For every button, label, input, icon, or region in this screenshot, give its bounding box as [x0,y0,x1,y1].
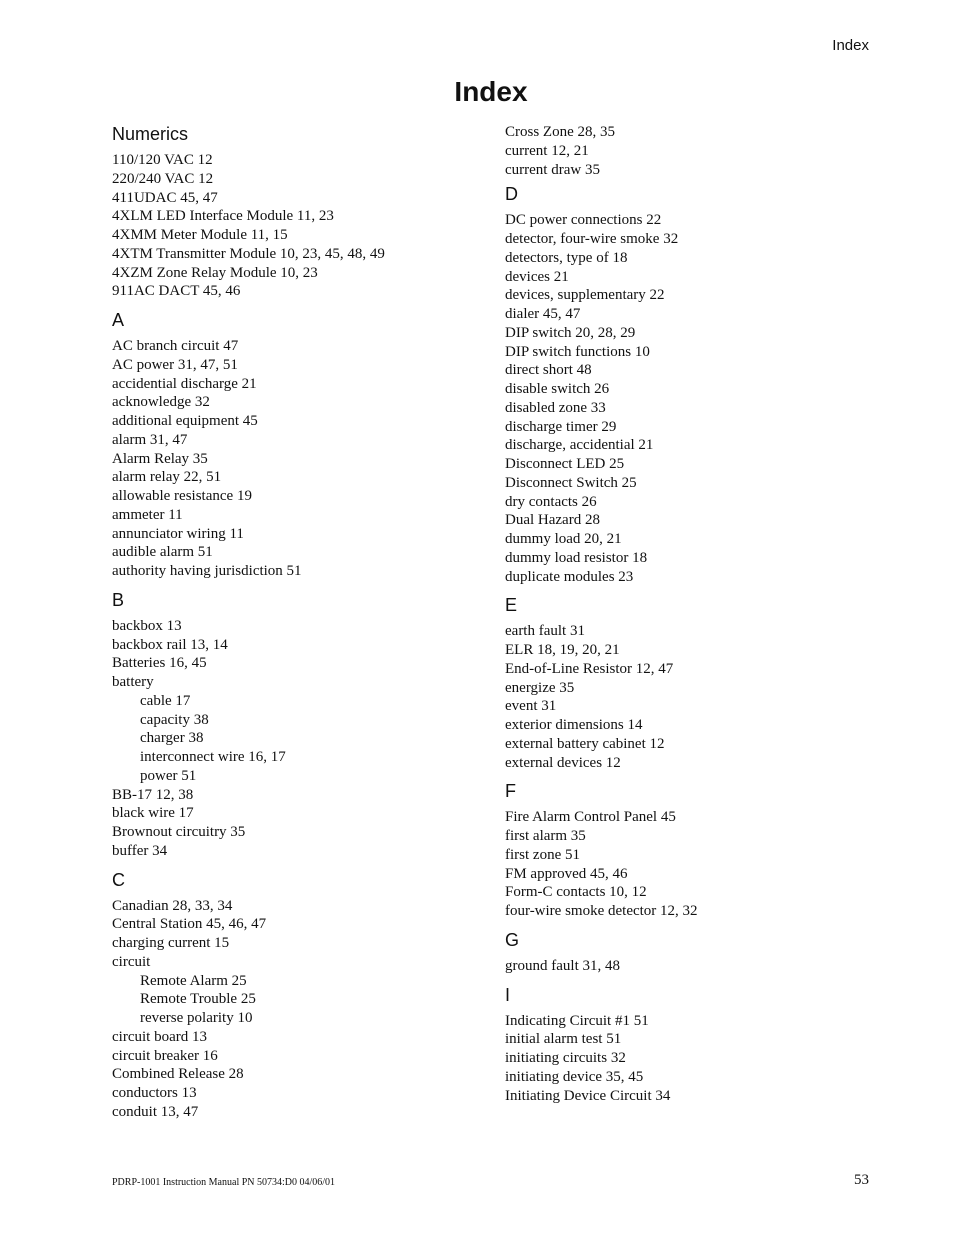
index-section [112,589,492,861]
section-heading: A [112,310,125,330]
index-entry: black wire 17 [112,805,194,822]
index-entry: circuit [112,953,151,970]
entry-list [505,1012,885,1106]
index-entry: End-of-Line Resistor 12, 47 [505,660,674,677]
index-entry: ground fault 31, 48 [505,957,620,974]
index-entry: DIP switch 20, 28, 29 [505,324,636,341]
index-entry: backbox rail 13, 14 [112,636,228,653]
entry-list [505,211,885,586]
index-entry: Disconnect Switch 25 [505,474,637,491]
index-entry: current 12, 21 [505,142,589,159]
section-heading: B [112,589,125,610]
index-entry: detector, four-wire smoke 32 [505,231,679,247]
index-entry: conduit 13, 47 [112,1103,199,1120]
section-heading: Numerics [112,124,189,144]
index-section [505,929,885,976]
entry-list [112,617,492,861]
index-entry: dummy load 20, 21 [505,531,622,547]
index-entry: FM approved 45, 46 [505,865,628,882]
index-entry: disabled zone 33 [505,399,606,416]
index-entry: AC power 31, 47, 51 [112,356,238,373]
index-entry: charging current 15 [112,935,230,951]
index-entry: disable switch 26 [505,381,610,397]
index-entry: duplicate modules 23 [505,568,634,585]
index-subentry: Remote Trouble 25 [140,991,256,1008]
index-entry: BB-17 12, 38 [112,786,194,803]
index-entry: acknowledge 32 [112,394,210,411]
index-entry: DIP switch functions 10 [505,343,650,360]
entry-list [505,808,885,921]
index-entry: alarm relay 22, 51 [112,469,222,486]
index-entry: four-wire smoke detector 12, 32 [505,903,698,919]
index-entry: 4XTM Transmitter Module 10, 23, 45, 48, 49 [112,245,385,262]
index-entry: initiating device 35, 45 [505,1068,644,1085]
page-number: 53 [854,1172,869,1188]
index-section [505,984,885,1106]
index-entry: discharge timer 29 [505,418,617,435]
index-entry: 4XZM Zone Relay Module 10, 23 [112,264,318,281]
index-subentry: Remote Alarm 25 [140,972,247,989]
index-entry: dummy load resistor 18 [505,549,648,566]
index-entry: Brownout circuitry 35 [112,824,246,840]
index-entry: backbox 13 [112,617,182,634]
continued-entries [505,123,885,179]
index-entry: dry contacts 26 [505,493,597,510]
footer-doc-ref: PDRP-1001 Instruction Manual PN 50734:D0 04/06/01 [112,1177,336,1188]
index-section [505,183,885,586]
index-entry: Batteries 16, 45 [112,655,207,672]
section-heading: D [505,184,518,205]
index-entry: circuit breaker 16 [112,1047,218,1064]
index-entry: initiating circuits 32 [505,1050,626,1066]
section-heading: G [505,929,520,950]
index-entry: first zone 51 [505,846,580,863]
index-entry: current draw 35 [505,161,600,178]
entry-list [112,897,492,1122]
index-column-left [112,123,492,1122]
index-entry: DC power connections 22 [505,212,662,229]
index-subentry: power 51 [140,767,197,784]
index-entry: Dual Hazard 28 [505,512,600,529]
entry-list [112,151,492,301]
index-entry: event 31 [505,698,557,715]
index-entry: additional equipment 45 [112,413,258,429]
index-subentry: charger 38 [140,730,204,747]
index-entry: 411UDAC 45, 47 [112,189,218,206]
index-entry: detectors, type of 18 [505,249,628,266]
index-entry: authority having jurisdiction 51 [112,563,302,579]
index-entry: discharge, accidential 21 [505,437,654,454]
index-entry: devices 21 [505,268,569,285]
index-section [505,594,885,772]
index-section [505,780,885,921]
index-subentry: cable 17 [140,692,191,709]
index-entry: external battery cabinet 12 [505,735,665,752]
section-heading: F [505,781,516,802]
index-section [112,309,492,581]
index-entry: 911AC DACT 45, 46 [112,283,241,300]
index-entry: Initiating Device Circuit 34 [505,1087,671,1104]
index-entry: 4XLM LED Interface Module 11, 23 [112,208,334,225]
index-entry: Indicating Circuit #1 51 [505,1012,649,1029]
index-entry: devices, supplementary 22 [505,287,665,304]
entry-list [112,337,492,581]
index-entry: first alarm 35 [505,828,586,844]
entry-list [505,957,885,976]
index-entry: circuit board 13 [112,1028,207,1045]
entry-list [505,622,885,772]
index-entry: direct short 48 [505,362,592,379]
page-title: Index [454,76,528,107]
index-entry: Canadian 28, 33, 34 [112,897,233,914]
index-entry: ammeter 11 [112,506,183,523]
index-column-right [505,123,885,1105]
index-entry: annunciator wiring 11 [112,525,244,542]
index-subentry: reverse polarity 10 [140,1010,253,1026]
index-entry: battery [112,674,154,690]
index-entry: alarm 31, 47 [112,431,188,448]
index-entry: accidential discharge 21 [112,375,257,392]
section-heading: I [505,984,511,1005]
index-section [112,869,492,1122]
index-entry: initial alarm test 51 [505,1031,622,1048]
index-entry: 110/120 VAC 12 [112,152,213,168]
index-subentry: interconnect wire 16, 17 [140,749,286,765]
index-entry: earth fault 31 [505,623,585,640]
index-entry: conductors 13 [112,1085,197,1101]
index-entry: allowable resistance 19 [112,488,252,504]
index-entry: ELR 18, 19, 20, 21 [505,642,620,658]
index-entry: 220/240 VAC 12 [112,170,214,187]
index-entry: energize 35 [505,679,575,696]
index-entry: Cross Zone 28, 35 [505,124,615,140]
index-entry: AC branch circuit 47 [112,338,239,354]
index-entry: buffer 34 [112,842,168,859]
index-entry: Fire Alarm Control Panel 45 [505,809,676,826]
running-head: Index [832,37,869,54]
index-subentry: capacity 38 [140,711,209,728]
index-entry: external devices 12 [505,754,621,771]
index-entry: audible alarm 51 [112,544,213,561]
index-entry: 4XMM Meter Module 11, 15 [112,227,288,243]
section-heading: E [505,595,518,616]
section-heading: C [112,869,125,890]
index-entry: Central Station 45, 46, 47 [112,916,267,933]
index-entry: Disconnect LED 25 [505,456,625,472]
index-entry: dialer 45, 47 [505,306,581,322]
index-entry: Alarm Relay 35 [112,450,208,467]
index-entry: Combined Release 28 [112,1066,244,1083]
index-section [112,123,492,301]
index-entry: exterior dimensions 14 [505,717,643,733]
index-entry: Form-C contacts 10, 12 [505,884,647,901]
